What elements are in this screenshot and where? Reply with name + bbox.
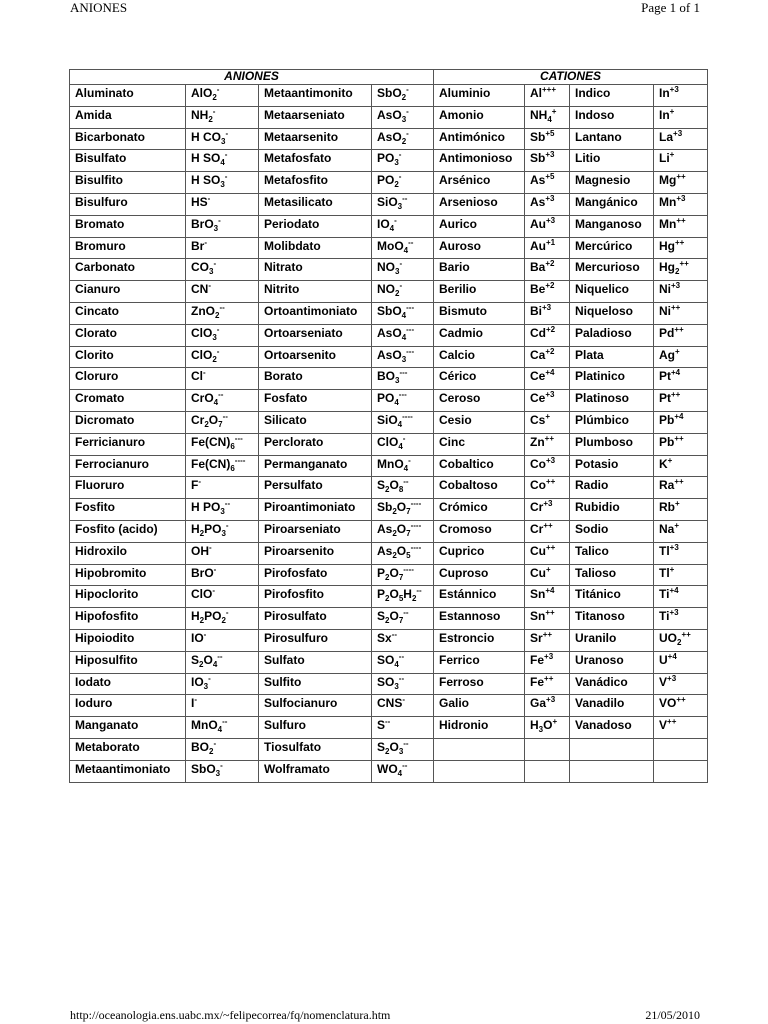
anion-right-formula: MnO$_4$- [372, 455, 434, 477]
anion-left-formula: F- [186, 477, 259, 499]
cation-left-name: Cérico [434, 368, 525, 390]
cation-right-formula: Hg++ [654, 237, 708, 259]
cation-left-name: Hidronio [434, 717, 525, 739]
anion-left-formula: SbO$_3$- [186, 760, 259, 782]
cation-right-formula [654, 738, 708, 760]
cation-left-name: Calcio [434, 346, 525, 368]
anion-left-name: Metaantimoniato [70, 760, 186, 782]
anion-left-formula: ClO- [186, 586, 259, 608]
cation-left-name: Arsenioso [434, 193, 525, 215]
anion-left-formula: AlO$_2$- [186, 85, 259, 107]
cation-left-name: Cesio [434, 411, 525, 433]
anion-left-name: Hipobromito [70, 564, 186, 586]
cation-right-formula: V++ [654, 717, 708, 739]
cation-right-name: Titánico [570, 586, 654, 608]
anion-left-formula: ClO$_3$- [186, 324, 259, 346]
page-footer-url: http://oceanologia.ens.uabc.mx/~felipecorrea/fq/nomenclatura.htm [70, 1008, 391, 1022]
cation-right-formula: $Mn^{+3}$ [654, 193, 708, 215]
cation-right-name: Rubidio [570, 499, 654, 521]
anion-right-formula: $S_2O_3^{--}$ [372, 738, 434, 760]
anion-right-name: Sulfuro [259, 717, 372, 739]
cation-right-formula: $UO_2^{++}$ [654, 629, 708, 651]
anion-right-formula: $P_2O_7^{----}$ [372, 564, 434, 586]
anion-right-name: Sulfito [259, 673, 372, 695]
table-header-row [70, 70, 708, 85]
table-row [70, 586, 708, 608]
anion-right-name: Metaarseniato [259, 106, 372, 128]
cation-left-formula: $Be^{+2}$ [525, 281, 570, 303]
table-row [70, 477, 708, 499]
table-row [70, 520, 708, 542]
anion-left-formula: $Fe(CN)_6^{---}$ [186, 433, 259, 455]
cation-left-name [434, 760, 525, 782]
cation-left-name: Antimonioso [434, 150, 525, 172]
cation-left-name: Cobaltico [434, 455, 525, 477]
anion-right-formula: $SO_3^{--}$ [372, 673, 434, 695]
anion-left-name: Manganato [70, 717, 186, 739]
cation-left-formula: $Ca^{+2}$ [525, 346, 570, 368]
table-row [70, 85, 708, 107]
cation-right-name: Vanadilo [570, 695, 654, 717]
anion-left-name: Cianuro [70, 281, 186, 303]
anion-right-formula: SbO$_2$- [372, 85, 434, 107]
cation-left-name: Ferroso [434, 673, 525, 695]
anion-left-name: Bisulfuro [70, 193, 186, 215]
cation-left-formula: $Sn^{+4}$ [525, 586, 570, 608]
anion-right-formula: AsO$_3$--- [372, 346, 434, 368]
cation-right-formula: In+ [654, 106, 708, 128]
cation-right-name: Uranoso [570, 651, 654, 673]
anion-left-name: Iodato [70, 673, 186, 695]
cation-left-formula: Sr++ [525, 629, 570, 651]
anion-left-name: Hidroxilo [70, 542, 186, 564]
anion-right-formula: $P_2O_5H_2^{--}$ [372, 586, 434, 608]
table-row [70, 433, 708, 455]
cation-left-formula: Fe++ [525, 673, 570, 695]
anion-left-formula: HS- [186, 193, 259, 215]
table-row [70, 651, 708, 673]
anion-right-name: Metaantimonito [259, 85, 372, 107]
cation-right-name: Titanoso [570, 608, 654, 630]
anion-right-formula: $Sb_2O_7^{----}$ [372, 499, 434, 521]
anion-left-formula: OH- [186, 542, 259, 564]
cation-right-formula: Rb+ [654, 499, 708, 521]
cation-right-formula: Pt++ [654, 390, 708, 412]
cation-right-name: Niqueloso [570, 302, 654, 324]
table-row [70, 302, 708, 324]
anion-left-name: Bicarbonato [70, 128, 186, 150]
anion-left-formula: BrO- [186, 564, 259, 586]
cation-right-formula: Li+ [654, 150, 708, 172]
anion-right-name: Borato [259, 368, 372, 390]
cation-right-name: Radio [570, 477, 654, 499]
cation-right-name: Magnesio [570, 172, 654, 194]
cation-right-name: Litio [570, 150, 654, 172]
table-row [70, 629, 708, 651]
cation-left-formula: $Au^{+3}$ [525, 215, 570, 237]
anion-right-name: Metafosfato [259, 150, 372, 172]
anion-right-formula: $PO_4^{---}$ [372, 390, 434, 412]
cation-right-name: Sodio [570, 520, 654, 542]
cation-left-name: Berilio [434, 281, 525, 303]
anion-left-name: Hipoiodito [70, 629, 186, 651]
cation-left-name [434, 738, 525, 760]
anion-right-name: Sulfato [259, 651, 372, 673]
anion-left-name: Cromato [70, 390, 186, 412]
anion-left-name: Hiposulfito [70, 651, 186, 673]
cation-left-formula: $Au^{+1}$ [525, 237, 570, 259]
anion-left-formula: H $SO_3^-$ [186, 172, 259, 194]
ion-nomenclature-table [69, 69, 708, 783]
table-row [70, 390, 708, 412]
cation-left-name: Estánnico [434, 586, 525, 608]
anion-right-name: Molibdato [259, 237, 372, 259]
anion-left-name: Carbonato [70, 259, 186, 281]
cation-left-name: Crómico [434, 499, 525, 521]
table-row [70, 673, 708, 695]
anion-right-name: Ortoantimoniato [259, 302, 372, 324]
anion-right-formula: $BO_3^{---}$ [372, 368, 434, 390]
cation-left-formula: Zn++ [525, 433, 570, 455]
cation-right-formula: $Ti^{+3}$ [654, 608, 708, 630]
cation-left-name: Cuproso [434, 564, 525, 586]
table-row [70, 455, 708, 477]
anion-left-formula: $CO_3^-$ [186, 259, 259, 281]
anion-left-name: Fosfito (acido) [70, 520, 186, 542]
table-row [70, 368, 708, 390]
anion-left-name: Ferrocianuro [70, 455, 186, 477]
anion-right-formula: Sx-- [372, 629, 434, 651]
anion-left-formula: $H_2PO_3^-$ [186, 520, 259, 542]
anion-right-name: Pirosulfuro [259, 629, 372, 651]
table-row [70, 281, 708, 303]
anion-right-name: Fosfato [259, 390, 372, 412]
anion-left-name: Cloruro [70, 368, 186, 390]
cation-left-formula: $Ga^{+3}$ [525, 695, 570, 717]
anion-right-formula: AsO$_4$--- [372, 324, 434, 346]
anion-left-name: Fluoruro [70, 477, 186, 499]
cation-right-formula: K+ [654, 455, 708, 477]
anion-right-formula: SbO$_4$--- [372, 302, 434, 324]
anion-right-name: Ortoarsenito [259, 346, 372, 368]
cation-right-formula: Pb++ [654, 433, 708, 455]
cation-left-formula: Cu+ [525, 564, 570, 586]
anion-left-name: Ferricianuro [70, 433, 186, 455]
page-header-pagination: Page 1 of 1 [641, 0, 700, 15]
anion-left-formula: Br- [186, 237, 259, 259]
cation-left-name: Cinc [434, 433, 525, 455]
anion-left-name: Ioduro [70, 695, 186, 717]
cation-left-formula: Al+++ [525, 85, 570, 107]
cation-right-name: Indoso [570, 106, 654, 128]
anion-left-formula: IO- [186, 629, 259, 651]
anion-right-name: Persulfato [259, 477, 372, 499]
anion-right-name: Permanganato [259, 455, 372, 477]
anion-right-name: Sulfocianuro [259, 695, 372, 717]
anion-right-formula: CNS- [372, 695, 434, 717]
table-row [70, 542, 708, 564]
anion-right-name: Pirofosfito [259, 586, 372, 608]
cation-left-formula: $As^{+5}$ [525, 172, 570, 194]
table-row [70, 324, 708, 346]
anion-left-formula: $S_2O_4^{--}$ [186, 651, 259, 673]
anion-left-name: Aluminato [70, 85, 186, 107]
cation-right-name: Talico [570, 542, 654, 564]
table-row [70, 172, 708, 194]
anion-right-formula: $IO_4^-$ [372, 215, 434, 237]
cation-left-name: Ceroso [434, 390, 525, 412]
cation-left-name: Amonio [434, 106, 525, 128]
anion-left-formula: CN- [186, 281, 259, 303]
anion-left-name: Bisulfato [70, 150, 186, 172]
cation-right-name: Plúmbico [570, 411, 654, 433]
ion-table-body [70, 85, 708, 783]
table-row [70, 564, 708, 586]
cation-left-formula: $Bi^{+3}$ [525, 302, 570, 324]
cation-right-formula: $Pb^{+4}$ [654, 411, 708, 433]
cation-left-formula: $Co^{+3}$ [525, 455, 570, 477]
table-row [70, 150, 708, 172]
anion-left-formula: H $SO_4^-$ [186, 150, 259, 172]
anion-left-formula: ZnO$_2$-- [186, 302, 259, 324]
cation-right-name: Mangánico [570, 193, 654, 215]
cation-right-formula: $Ni^{+3}$ [654, 281, 708, 303]
anion-left-name: Bromato [70, 215, 186, 237]
cation-right-name: Potasio [570, 455, 654, 477]
table-row [70, 128, 708, 150]
cation-right-formula [654, 760, 708, 782]
cation-left-name: Estroncio [434, 629, 525, 651]
cation-left-formula: Cs+ [525, 411, 570, 433]
anion-right-formula: $PO_3^-$ [372, 150, 434, 172]
cation-left-name: Antimónico [434, 128, 525, 150]
anion-right-name: Ortoarseniato [259, 324, 372, 346]
cation-right-name: Uranilo [570, 629, 654, 651]
anion-right-formula: $NO_2^-$ [372, 281, 434, 303]
anion-right-formula: $SO_4^{--}$ [372, 651, 434, 673]
anion-right-name: Metaarsenito [259, 128, 372, 150]
anion-left-formula: $Cr_2O_7^{--}$ [186, 411, 259, 433]
table-row [70, 608, 708, 630]
cation-left-formula [525, 760, 570, 782]
cation-right-formula: $Hg_2^{++}$ [654, 259, 708, 281]
cation-left-name: Cromoso [434, 520, 525, 542]
anion-left-formula: MnO$_4$-- [186, 717, 259, 739]
cation-right-formula: Ag+ [654, 346, 708, 368]
cation-left-name: Bismuto [434, 302, 525, 324]
cation-right-name: Vanádico [570, 673, 654, 695]
cation-right-name: Indico [570, 85, 654, 107]
cation-right-name: Manganoso [570, 215, 654, 237]
cation-left-formula: $Cr^{+3}$ [525, 499, 570, 521]
anion-left-formula: ClO$_2$- [186, 346, 259, 368]
cation-right-name: Niquelico [570, 281, 654, 303]
cation-left-formula: $Cd^{+2}$ [525, 324, 570, 346]
cation-right-name: Paladioso [570, 324, 654, 346]
table-row [70, 259, 708, 281]
anion-right-formula: $As_2O_5^{----}$ [372, 542, 434, 564]
anion-left-formula: $IO_3^-$ [186, 673, 259, 695]
anion-right-name: Piroarseniato [259, 520, 372, 542]
cation-left-formula: $NH_4^+$ [525, 106, 570, 128]
cation-left-name: Aluminio [434, 85, 525, 107]
table-row [70, 106, 708, 128]
cation-right-name: Lantano [570, 128, 654, 150]
cation-left-formula: $Ce^{+3}$ [525, 390, 570, 412]
page-footer-date: 21/05/2010 [645, 1008, 700, 1022]
cation-right-name: Mercúrico [570, 237, 654, 259]
anion-left-formula: $BO_2^-$ [186, 738, 259, 760]
cation-right-name: Plumboso [570, 433, 654, 455]
cation-right-formula: Mg++ [654, 172, 708, 194]
anion-right-name: Pirosulfato [259, 608, 372, 630]
anion-right-name: Pirofosfato [259, 564, 372, 586]
anion-right-name: Metasilicato [259, 193, 372, 215]
anion-right-name: Tiosulfato [259, 738, 372, 760]
anion-left-formula: CrO$_4$-- [186, 390, 259, 412]
cation-left-name: Arsénico [434, 172, 525, 194]
anion-right-formula: $S_2O_8^{--}$ [372, 477, 434, 499]
anion-right-formula: MoO$_4$-- [372, 237, 434, 259]
table-row [70, 237, 708, 259]
anion-right-name: Metafosfito [259, 172, 372, 194]
table-row [70, 760, 708, 782]
cation-right-name: Platinico [570, 368, 654, 390]
anion-left-formula: Cl- [186, 368, 259, 390]
table-row [70, 215, 708, 237]
cation-left-formula: $Ce^{+4}$ [525, 368, 570, 390]
anion-left-formula: $Fe(CN)_6^{----}$ [186, 455, 259, 477]
cation-right-formula: Ra++ [654, 477, 708, 499]
cations-header: CATIONES [434, 70, 708, 85]
anion-right-name: Piroantimoniato [259, 499, 372, 521]
anion-right-name: Piroarsenito [259, 542, 372, 564]
anion-right-formula: $NO_3^-$ [372, 259, 434, 281]
cation-left-formula: $As^{+3}$ [525, 193, 570, 215]
cation-left-formula: $Sb^{+3}$ [525, 150, 570, 172]
anion-left-name: Bisulfito [70, 172, 186, 194]
anion-right-formula: $S_2O_7^{--}$ [372, 608, 434, 630]
anion-right-name: Silicato [259, 411, 372, 433]
cation-right-formula: VO++ [654, 695, 708, 717]
cation-right-name: Talioso [570, 564, 654, 586]
cation-right-name [570, 760, 654, 782]
anion-left-formula: $H_2PO_2^-$ [186, 608, 259, 630]
cation-left-name: Cobaltoso [434, 477, 525, 499]
anion-left-name: Hipofosfito [70, 608, 186, 630]
anion-right-formula: AsO$_3$- [372, 106, 434, 128]
cation-right-formula: $Pt^{+4}$ [654, 368, 708, 390]
cation-left-formula: $Ba^{+2}$ [525, 259, 570, 281]
cation-left-formula: Co++ [525, 477, 570, 499]
anion-right-formula: $As_2O_7^{----}$ [372, 520, 434, 542]
page-header-title: ANIONES [70, 0, 128, 15]
anion-left-formula: H $CO_3^-$ [186, 128, 259, 150]
cation-left-name: Ferrico [434, 651, 525, 673]
anion-left-formula: BrO$_3$- [186, 215, 259, 237]
cation-right-name: Plata [570, 346, 654, 368]
anion-left-name: Hipoclorito [70, 586, 186, 608]
cation-left-name: Galio [434, 695, 525, 717]
cation-left-formula: Sn++ [525, 608, 570, 630]
cation-left-formula: $H_3O^+$ [525, 717, 570, 739]
anion-right-formula: AsO$_2$- [372, 128, 434, 150]
anion-right-formula: $PO_2^-$ [372, 172, 434, 194]
cation-left-formula: $Sb^{+5}$ [525, 128, 570, 150]
table-row [70, 499, 708, 521]
table-row [70, 411, 708, 433]
table-row [70, 738, 708, 760]
anion-right-formula: SiO$_3$-- [372, 193, 434, 215]
anion-left-formula: $NH_2^-$ [186, 106, 259, 128]
cation-left-name: Bario [434, 259, 525, 281]
cation-right-formula: Mn++ [654, 215, 708, 237]
table-row [70, 717, 708, 739]
cation-left-name: Aurico [434, 215, 525, 237]
anion-left-name: Amida [70, 106, 186, 128]
anion-right-name: Nitrato [259, 259, 372, 281]
anion-right-name: Periodato [259, 215, 372, 237]
table-row [70, 346, 708, 368]
cation-right-formula: $La^{+3}$ [654, 128, 708, 150]
anion-left-formula: I- [186, 695, 259, 717]
anion-left-formula: H $PO_3^{--}$ [186, 499, 259, 521]
cation-right-formula: Pd++ [654, 324, 708, 346]
cation-right-name: Platinoso [570, 390, 654, 412]
anion-left-name: Clorito [70, 346, 186, 368]
anions-header: ANIONES [70, 70, 434, 85]
table-row [70, 695, 708, 717]
cation-left-name: Cuprico [434, 542, 525, 564]
cation-left-name: Auroso [434, 237, 525, 259]
cation-right-name: Vanadoso [570, 717, 654, 739]
cation-right-formula: Na+ [654, 520, 708, 542]
anion-right-formula: S-- [372, 717, 434, 739]
cation-right-formula: Ni++ [654, 302, 708, 324]
anion-right-formula: $WO_4^{--}$ [372, 760, 434, 782]
anion-left-name: Fosfito [70, 499, 186, 521]
cation-left-formula: Cr++ [525, 520, 570, 542]
cation-left-formula: $Fe^{+3}$ [525, 651, 570, 673]
anion-right-name: Wolframato [259, 760, 372, 782]
anion-right-name: Perclorato [259, 433, 372, 455]
cation-right-formula: Tl+ [654, 564, 708, 586]
anion-left-name: Clorato [70, 324, 186, 346]
anion-right-name: Nitrito [259, 281, 372, 303]
cation-right-formula: $Tl^{+3}$ [654, 542, 708, 564]
cation-right-name: Mercurioso [570, 259, 654, 281]
cation-left-formula: Cu++ [525, 542, 570, 564]
anion-right-formula: SiO$_4$---- [372, 411, 434, 433]
table-row [70, 193, 708, 215]
anion-left-name: Bromuro [70, 237, 186, 259]
cation-right-formula: $Ti^{+4}$ [654, 586, 708, 608]
cation-left-name: Cadmio [434, 324, 525, 346]
cation-left-name: Estannoso [434, 608, 525, 630]
cation-right-formula: $V^{+3}$ [654, 673, 708, 695]
cation-left-formula [525, 738, 570, 760]
anion-right-formula: ClO$_4$- [372, 433, 434, 455]
cation-right-name [570, 738, 654, 760]
cation-right-formula: $U^{+4}$ [654, 651, 708, 673]
anion-left-name: Cincato [70, 302, 186, 324]
anion-left-name: Dicromato [70, 411, 186, 433]
cation-right-formula: $In^{+3}$ [654, 85, 708, 107]
anion-left-name: Metaborato [70, 738, 186, 760]
